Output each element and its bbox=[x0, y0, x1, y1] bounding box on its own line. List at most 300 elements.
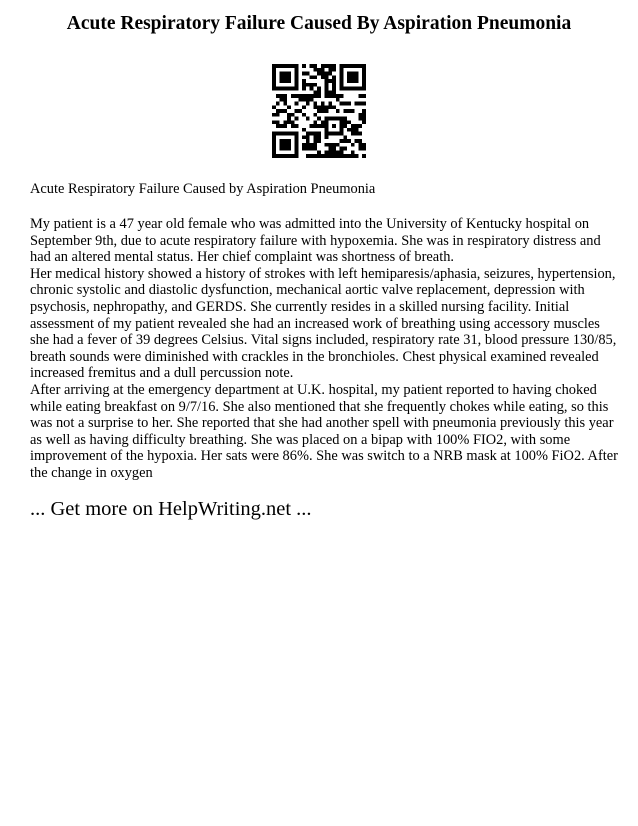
qr-module bbox=[283, 154, 287, 158]
qr-module bbox=[355, 79, 359, 83]
qr-module bbox=[313, 90, 317, 94]
qr-module bbox=[313, 105, 317, 109]
qr-module bbox=[325, 154, 329, 158]
qr-module bbox=[302, 113, 306, 117]
body-line: breath sounds were diminished with crackles in the bronchioles. Chest physical examined revealed bbox=[30, 348, 599, 365]
qr-module bbox=[317, 72, 321, 76]
qr-module bbox=[295, 68, 299, 72]
qr-module bbox=[280, 139, 284, 143]
body-line: September 9th, due to acute respiratory failure with hypoxemia. She was in respiratory distress and bbox=[30, 232, 601, 249]
qr-module bbox=[313, 64, 317, 68]
qr-module bbox=[336, 94, 340, 98]
qr-module bbox=[295, 75, 299, 79]
qr-module bbox=[306, 143, 310, 147]
qr-module bbox=[340, 154, 344, 158]
qr-module bbox=[328, 154, 332, 158]
qr-module bbox=[287, 105, 291, 109]
qr-module bbox=[287, 72, 291, 76]
qr-module bbox=[347, 72, 351, 76]
qr-module bbox=[283, 64, 287, 68]
qr-module bbox=[317, 135, 321, 139]
qr-module bbox=[276, 87, 280, 91]
body-line: as well as having difficulty breathing. She was placed on a bipap with 100% FIO2, with some bbox=[30, 431, 571, 448]
qr-module bbox=[343, 87, 347, 91]
qr-module bbox=[336, 154, 340, 158]
body-line: My patient is a 47 year old female who was admitted into the University of Kentucky hospital on bbox=[30, 216, 590, 232]
document-body bbox=[30, 216, 620, 482]
qr-module bbox=[302, 105, 306, 109]
qr-module bbox=[302, 147, 306, 151]
qr-module bbox=[351, 109, 355, 113]
qr-module bbox=[302, 79, 306, 83]
qr-module bbox=[355, 102, 359, 106]
qr-module bbox=[283, 132, 287, 136]
qr-module bbox=[280, 79, 284, 83]
qr-module bbox=[332, 132, 336, 136]
qr-module bbox=[321, 154, 325, 158]
qr-module bbox=[321, 72, 325, 76]
qr-module bbox=[310, 98, 314, 102]
qr-module bbox=[325, 117, 329, 121]
qr-module bbox=[351, 75, 355, 79]
qr-module bbox=[340, 87, 344, 91]
qr-module bbox=[325, 124, 329, 128]
qr-module bbox=[306, 98, 310, 102]
qr-module bbox=[280, 143, 284, 147]
qr-module bbox=[313, 120, 317, 124]
qr-module bbox=[283, 143, 287, 147]
qr-module bbox=[336, 117, 340, 121]
qr-module bbox=[355, 128, 359, 132]
qr-module bbox=[355, 72, 359, 76]
qr-module bbox=[328, 72, 332, 76]
qr-module bbox=[325, 83, 329, 87]
qr-module bbox=[340, 117, 344, 121]
qr-module bbox=[325, 94, 329, 98]
qr-module bbox=[306, 117, 310, 121]
qr-module bbox=[306, 147, 310, 151]
qr-module bbox=[340, 102, 344, 106]
qr-module bbox=[272, 135, 276, 139]
qr-module bbox=[328, 150, 332, 154]
qr-module bbox=[347, 75, 351, 79]
qr-module bbox=[302, 128, 306, 132]
body-line: assessment of my patient revealed she had an increased work of breathing using accessory muscles bbox=[30, 315, 600, 332]
qr-module bbox=[272, 87, 276, 91]
qr-module bbox=[287, 117, 291, 121]
qr-module bbox=[355, 132, 359, 136]
qr-module bbox=[280, 154, 284, 158]
qr-module bbox=[306, 94, 310, 98]
qr-module bbox=[313, 132, 317, 136]
qr-module bbox=[358, 147, 362, 151]
qr-module bbox=[362, 143, 366, 147]
qr-module bbox=[295, 150, 299, 154]
qr-module bbox=[343, 64, 347, 68]
qr-module bbox=[332, 79, 336, 83]
qr-module bbox=[340, 72, 344, 76]
qr-module bbox=[325, 75, 329, 79]
qr-module bbox=[362, 68, 366, 72]
qr-module bbox=[321, 102, 325, 106]
qr-module bbox=[310, 154, 314, 158]
qr-module bbox=[321, 64, 325, 68]
qr-module bbox=[325, 64, 329, 68]
qr-module bbox=[313, 113, 317, 117]
qr-module bbox=[287, 87, 291, 91]
qr-module bbox=[291, 64, 295, 68]
qr-module bbox=[332, 154, 336, 158]
qr-module bbox=[313, 68, 317, 72]
qr-module bbox=[295, 102, 299, 106]
qr-module bbox=[343, 109, 347, 113]
qr-module bbox=[317, 87, 321, 91]
qr-code-icon bbox=[272, 64, 366, 158]
qr-module bbox=[355, 154, 359, 158]
qr-module bbox=[310, 87, 314, 91]
qr-module bbox=[272, 150, 276, 154]
qr-module bbox=[317, 132, 321, 136]
qr-module bbox=[280, 132, 284, 136]
qr-module bbox=[340, 147, 344, 151]
qr-module bbox=[355, 64, 359, 68]
qr-module bbox=[306, 83, 310, 87]
qr-module bbox=[287, 120, 291, 124]
qr-module bbox=[340, 75, 344, 79]
qr-module bbox=[336, 98, 340, 102]
qr-module bbox=[328, 68, 332, 72]
qr-module bbox=[351, 132, 355, 136]
qr-module bbox=[313, 154, 317, 158]
qr-module bbox=[317, 105, 321, 109]
qr-module bbox=[317, 139, 321, 143]
qr-module bbox=[291, 113, 295, 117]
qr-module bbox=[280, 98, 284, 102]
body-line: psychosis, nephropathy, and GERDS. She currently resides in a skilled nursing facility. Initial bbox=[30, 298, 570, 315]
qr-module bbox=[287, 154, 291, 158]
qr-module bbox=[291, 124, 295, 128]
qr-module bbox=[276, 120, 280, 124]
qr-module bbox=[325, 120, 329, 124]
qr-module bbox=[347, 139, 351, 143]
qr-module bbox=[355, 139, 359, 143]
qr-module bbox=[287, 64, 291, 68]
qr-module bbox=[310, 75, 314, 79]
body-line: Her medical history showed a history of strokes with left hemiparesis/aphasia, seizures, hypertension, bbox=[30, 265, 616, 282]
qr-module bbox=[351, 150, 355, 154]
qr-module bbox=[343, 102, 347, 106]
qr-module bbox=[272, 132, 276, 136]
qr-module bbox=[325, 135, 329, 139]
qr-module bbox=[280, 75, 284, 79]
qr-module bbox=[355, 87, 359, 91]
qr-module bbox=[317, 68, 321, 72]
qr-module bbox=[343, 117, 347, 121]
qr-module bbox=[306, 135, 310, 139]
qr-module bbox=[272, 154, 276, 158]
qr-module bbox=[272, 139, 276, 143]
qr-module bbox=[295, 109, 299, 113]
qr-module bbox=[280, 147, 284, 151]
qr-module bbox=[325, 150, 329, 154]
qr-module bbox=[272, 68, 276, 72]
qr-module bbox=[343, 154, 347, 158]
qr-module bbox=[295, 83, 299, 87]
qr-module bbox=[276, 109, 280, 113]
qr-module bbox=[340, 132, 344, 136]
qr-module bbox=[287, 132, 291, 136]
qr-module bbox=[332, 124, 336, 128]
qr-module bbox=[310, 143, 314, 147]
qr-module bbox=[332, 87, 336, 91]
qr-module bbox=[280, 72, 284, 76]
qr-module bbox=[295, 135, 299, 139]
qr-module bbox=[362, 64, 366, 68]
qr-module bbox=[332, 94, 336, 98]
qr-module bbox=[362, 102, 366, 106]
qr-module bbox=[272, 83, 276, 87]
qr-module bbox=[332, 147, 336, 151]
qr-module bbox=[306, 154, 310, 158]
qr-module bbox=[340, 150, 344, 154]
qr-module bbox=[321, 124, 325, 128]
qr-module bbox=[358, 94, 362, 98]
body-line: the change in oxygen bbox=[30, 464, 153, 481]
qr-module bbox=[287, 75, 291, 79]
qr-module bbox=[276, 154, 280, 158]
qr-module bbox=[306, 132, 310, 136]
qr-module bbox=[347, 128, 351, 132]
qr-module bbox=[280, 124, 284, 128]
qr-module bbox=[295, 79, 299, 83]
qr-module bbox=[313, 147, 317, 151]
qr-module bbox=[340, 120, 344, 124]
qr-module bbox=[295, 124, 299, 128]
qr-module bbox=[332, 68, 336, 72]
qr-module bbox=[272, 143, 276, 147]
qr-module bbox=[276, 124, 280, 128]
qr-module bbox=[351, 124, 355, 128]
qr-module bbox=[343, 147, 347, 151]
qr-module bbox=[291, 154, 295, 158]
qr-module bbox=[283, 120, 287, 124]
qr-module bbox=[302, 87, 306, 91]
qr-module bbox=[325, 87, 329, 91]
qr-module bbox=[302, 72, 306, 76]
qr-module bbox=[358, 102, 362, 106]
qr-module bbox=[276, 132, 280, 136]
qr-module bbox=[302, 143, 306, 147]
qr-module bbox=[351, 154, 355, 158]
qr-module bbox=[358, 124, 362, 128]
qr-module bbox=[295, 143, 299, 147]
qr-module bbox=[276, 64, 280, 68]
qr-module bbox=[291, 94, 295, 98]
qr-module bbox=[298, 109, 302, 113]
qr-module bbox=[276, 102, 280, 106]
qr-module bbox=[332, 64, 336, 68]
qr-module bbox=[310, 124, 314, 128]
qr-module bbox=[306, 139, 310, 143]
qr-module bbox=[276, 94, 280, 98]
qr-module bbox=[302, 64, 306, 68]
qr-module bbox=[283, 72, 287, 76]
qr-module bbox=[332, 105, 336, 109]
qr-module bbox=[332, 90, 336, 94]
qr-module bbox=[272, 79, 276, 83]
qr-module bbox=[358, 117, 362, 121]
qr-module bbox=[362, 94, 366, 98]
qr-module bbox=[343, 120, 347, 124]
qr-module bbox=[325, 72, 329, 76]
qr-module bbox=[321, 120, 325, 124]
qr-module bbox=[362, 117, 366, 121]
qr-module bbox=[340, 139, 344, 143]
qr-module bbox=[325, 105, 329, 109]
qr-module bbox=[347, 109, 351, 113]
qr-module bbox=[287, 139, 291, 143]
body-line: chronic systolic and diastolic dysfunction, mechanical aortic valve replacement, depression with bbox=[30, 282, 585, 299]
qr-module bbox=[287, 143, 291, 147]
qr-module bbox=[343, 135, 347, 139]
qr-module bbox=[321, 105, 325, 109]
qr-module bbox=[317, 90, 321, 94]
qr-module bbox=[347, 87, 351, 91]
qr-module bbox=[362, 147, 366, 151]
qr-module bbox=[351, 87, 355, 91]
qr-module bbox=[295, 72, 299, 76]
qr-module bbox=[343, 124, 347, 128]
qr-module bbox=[302, 135, 306, 139]
qr-module bbox=[340, 79, 344, 83]
qr-module bbox=[280, 94, 284, 98]
qr-module bbox=[362, 72, 366, 76]
qr-module bbox=[313, 135, 317, 139]
get-more-link[interactable]: ... Get more on HelpWriting.net ... bbox=[30, 498, 312, 520]
qr-module bbox=[321, 109, 325, 113]
qr-module bbox=[351, 128, 355, 132]
qr-module bbox=[310, 83, 314, 87]
qr-module bbox=[313, 94, 317, 98]
qr-module bbox=[362, 79, 366, 83]
qr-module bbox=[280, 64, 284, 68]
qr-module bbox=[317, 154, 321, 158]
qr-module bbox=[347, 64, 351, 68]
qr-module bbox=[328, 102, 332, 106]
qr-module bbox=[280, 109, 284, 113]
qr-module bbox=[351, 79, 355, 83]
qr-module bbox=[340, 68, 344, 72]
qr-module bbox=[343, 139, 347, 143]
body-line: improvement of the hypoxia. Her sats were 86%. She was switch to a NRB mask at 100% FiO2. After bbox=[30, 448, 618, 465]
qr-module bbox=[358, 87, 362, 91]
document-title: Acute Respiratory Failure Caused By Aspiration Pneumonia bbox=[66, 13, 572, 34]
qr-module bbox=[317, 94, 321, 98]
qr-module bbox=[362, 75, 366, 79]
qr-module bbox=[328, 79, 332, 83]
qr-module bbox=[362, 83, 366, 87]
qr-module bbox=[310, 94, 314, 98]
qr-module bbox=[287, 113, 291, 117]
qr-module bbox=[347, 154, 351, 158]
body-line: After arriving at the emergency department at U.K. hospital, my patient reported to having choked bbox=[30, 381, 597, 398]
qr-module bbox=[336, 150, 340, 154]
body-line: increased fremitus and a dull percussion note. bbox=[30, 365, 294, 382]
qr-module bbox=[347, 79, 351, 83]
qr-module bbox=[351, 143, 355, 147]
qr-module bbox=[317, 117, 321, 121]
qr-module bbox=[298, 94, 302, 98]
qr-module bbox=[283, 102, 287, 106]
qr-module bbox=[306, 72, 310, 76]
qr-module bbox=[291, 132, 295, 136]
qr-module bbox=[325, 132, 329, 136]
qr-module bbox=[336, 143, 340, 147]
qr-module bbox=[362, 113, 366, 117]
body-line: was not a surprise to her. She reported that she had another spell with pneumonia previously this year bbox=[30, 415, 614, 432]
qr-module bbox=[317, 150, 321, 154]
qr-module bbox=[272, 147, 276, 151]
qr-module bbox=[332, 150, 336, 154]
body-line: she had a fever of 39 degrees Celsius. Vital signs included, respiratory rate 31, blood pressure 130/85, bbox=[30, 332, 617, 349]
qr-module bbox=[295, 117, 299, 121]
qr-module bbox=[302, 83, 306, 87]
qr-module bbox=[310, 64, 314, 68]
qr-module bbox=[358, 113, 362, 117]
qr-module bbox=[283, 109, 287, 113]
qr-module bbox=[272, 105, 276, 109]
qr-module bbox=[328, 132, 332, 136]
qr-module bbox=[358, 139, 362, 143]
qr-module bbox=[358, 132, 362, 136]
qr-module bbox=[291, 87, 295, 91]
qr-module bbox=[283, 79, 287, 83]
qr-module bbox=[328, 94, 332, 98]
qr-module bbox=[302, 98, 306, 102]
qr-module bbox=[298, 98, 302, 102]
qr-module bbox=[328, 143, 332, 147]
qr-module bbox=[325, 109, 329, 113]
qr-module bbox=[313, 143, 317, 147]
qr-module bbox=[347, 102, 351, 106]
qr-module bbox=[336, 132, 340, 136]
body-line: had an altered mental status. Her chief complaint was shortness of breath. bbox=[30, 249, 454, 266]
qr-module bbox=[362, 109, 366, 113]
qr-module bbox=[317, 109, 321, 113]
qr-module bbox=[321, 75, 325, 79]
qr-module bbox=[332, 75, 336, 79]
qr-module bbox=[283, 87, 287, 91]
qr-module bbox=[328, 64, 332, 68]
qr-module bbox=[313, 83, 317, 87]
qr-module bbox=[336, 109, 340, 113]
qr-module bbox=[283, 124, 287, 128]
qr-module bbox=[362, 120, 366, 124]
body-line: while eating breakfast on 9/7/16. She also mentioned that she frequently chokes while eating, so this bbox=[30, 398, 609, 415]
qr-module bbox=[317, 124, 321, 128]
qr-module bbox=[332, 143, 336, 147]
qr-module bbox=[310, 147, 314, 151]
qr-module bbox=[310, 132, 314, 136]
qr-module bbox=[283, 147, 287, 151]
qr-module bbox=[332, 83, 336, 87]
qr-module bbox=[328, 90, 332, 94]
qr-module bbox=[328, 117, 332, 121]
qr-module bbox=[283, 75, 287, 79]
qr-module bbox=[325, 90, 329, 94]
qr-module bbox=[325, 79, 329, 83]
qr-module bbox=[340, 83, 344, 87]
